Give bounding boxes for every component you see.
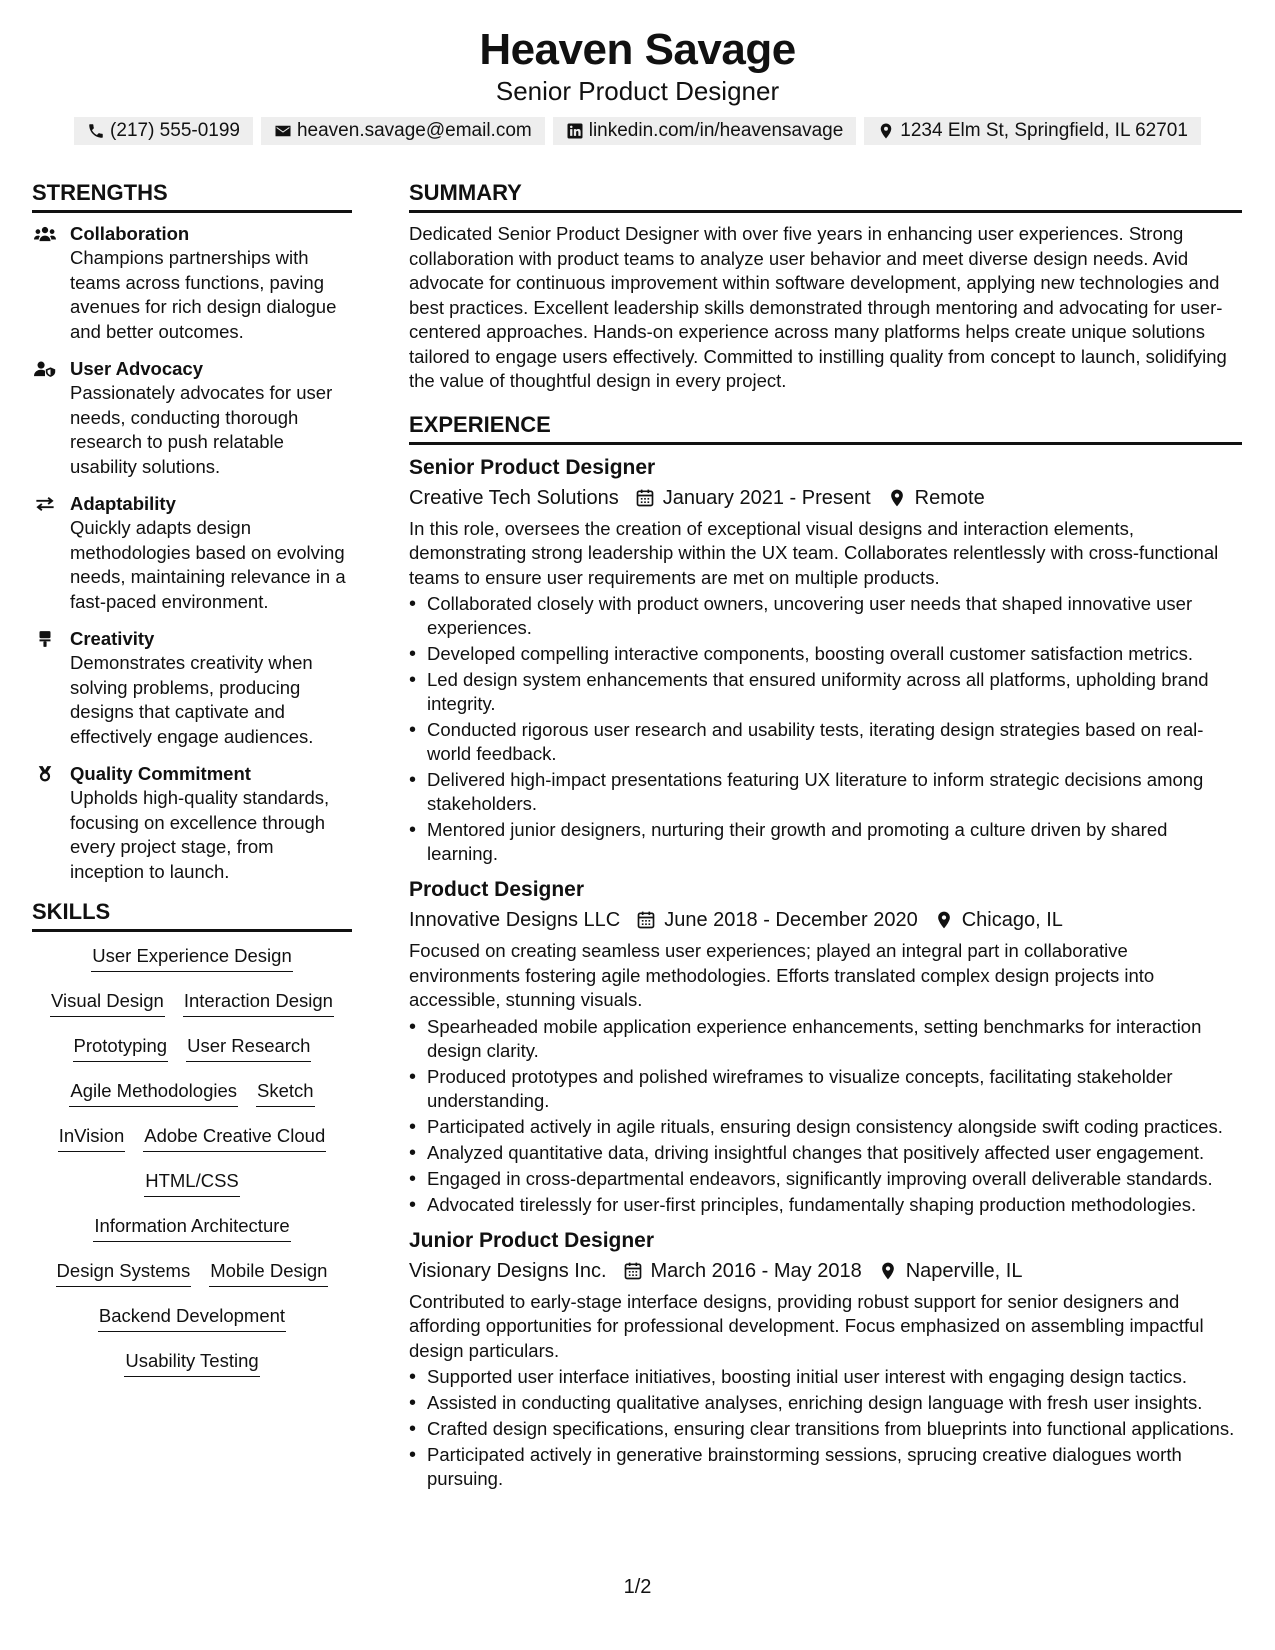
- strength-item: [32, 222, 352, 344]
- skill-row: [69, 1076, 314, 1121]
- skill-tag: Information Architecture: [93, 1214, 290, 1242]
- bullet-item: • Conducted rigorous user research and usability tests, iterating design strategies based on real-world feedback.: [409, 718, 1242, 766]
- bullet-item: • Collaborated closely with product owners, uncovering user needs that shaped innovative user experiences.: [409, 592, 1242, 640]
- skill-tag: User Research: [186, 1034, 311, 1062]
- job-title: Senior Product Designer: [409, 455, 656, 479]
- job-location: Chicago, IL: [961, 909, 1063, 931]
- skill-row: [93, 1211, 290, 1256]
- contact-address: [864, 117, 1201, 145]
- job-company: Innovative Designs LLC: [409, 909, 621, 931]
- skill-row: [73, 1031, 312, 1076]
- strength-title: User Advocacy: [70, 358, 203, 379]
- job-location: Remote: [914, 486, 985, 509]
- left-column: [32, 178, 352, 1391]
- summary-text: Dedicated Senior Product Designer with over five years in enhancing user experiences. Strong collaboration with product teams to analyze user behavior and meet diverse design needs. Avid advocate for continuous improvement within software development, applying new technologies and best practices. Excellent leadership skills demonstrated through mentoring and advocating for user-centered approaches. Hands-on experience across many platforms helps create unique solutions tailored to engage users effectively. Committed to instilling quality from concept to launch, solidifying the value of thoughtful design in every project.: [409, 223, 1227, 391]
- job-company: Creative Tech Solutions: [409, 486, 619, 509]
- skills-list: [32, 941, 352, 1391]
- candidate-role: Senior Product Designer: [495, 76, 780, 106]
- strength-item: [32, 357, 352, 479]
- bullet-item: • Analyzed quantitative data, driving insightful changes that positively affected user engagement.: [409, 1141, 1242, 1165]
- job-bullets: [409, 592, 1242, 866]
- job-meta: [409, 906, 1242, 934]
- strength-desc: Passionately advocates for user needs, conducting thorough research to push relatable usability solutions.: [70, 382, 333, 477]
- bullet-item: • Engaged in cross-departmental endeavors, significantly improving overall deliverable standards.: [409, 1167, 1242, 1191]
- map-pin-icon: [878, 1261, 898, 1281]
- bullet-item: • Mentored junior designers, nurturing their growth and promoting a culture driven by shared learning.: [409, 818, 1242, 866]
- job-bullets: [409, 1015, 1242, 1217]
- bullet-item: • Supported user interface initiatives, boosting initial user interest with engaging design tactics.: [409, 1365, 1242, 1389]
- skill-tag: Adobe Creative Cloud: [143, 1124, 326, 1152]
- phone-icon: [87, 122, 105, 140]
- contact-email: [261, 117, 545, 145]
- bullet-item: • Spearheaded mobile application experience enhancements, setting benchmarks for interaction design clarity.: [409, 1015, 1242, 1063]
- strength-item: [32, 492, 352, 614]
- map-pin-icon: [877, 122, 895, 140]
- strength-title: Quality Commitment: [70, 763, 251, 784]
- skill-tag: Design Systems: [56, 1259, 192, 1287]
- calendar-icon: [623, 1261, 643, 1281]
- phone-text: (217) 555-0199: [110, 120, 240, 141]
- job-description: In this role, oversees the creation of exceptional visual designs and interaction elements, demonstrating strong leadership within the UX team. Collaborates relentlessly with cross-functional teams to ensure user requirements are met on multiple products.: [409, 517, 1219, 588]
- job-meta: [409, 1257, 1242, 1285]
- skill-row: [124, 1346, 259, 1391]
- skill-row: [91, 941, 292, 986]
- job-dates: June 2018 - December 2020: [664, 909, 918, 931]
- bullet-item: • Assisted in conducting qualitative analyses, enriching design language with fresh user insights.: [409, 1391, 1242, 1415]
- strength-desc: Demonstrates creativity when solving problems, producing designs that captivate and effectively engage audiences.: [70, 652, 314, 747]
- bullet-item: • Crafted design specifications, ensuring clear transitions from blueprints into functional applications.: [409, 1417, 1242, 1441]
- skill-tag: Usability Testing: [124, 1349, 259, 1377]
- skill-tag: User Experience Design: [91, 944, 292, 972]
- strength-title: Creativity: [70, 628, 155, 649]
- experience-heading: EXPERIENCE: [409, 410, 1242, 445]
- paint-roller-icon: [34, 630, 56, 648]
- bullet-item: • Participated actively in agile rituals, ensuring design consistency alongside swift coding practices.: [409, 1115, 1242, 1139]
- skill-row: [144, 1166, 240, 1211]
- job-title: Junior Product Designer: [409, 1228, 655, 1252]
- summary-heading: SUMMARY: [409, 178, 1242, 213]
- job-title: Product Designer: [409, 878, 585, 901]
- bullet-item: • Produced prototypes and polished wireframes to visualize concepts, facilitating stakeholder understanding.: [409, 1065, 1242, 1113]
- skill-tag: Sketch: [256, 1079, 315, 1107]
- job-dates: March 2016 - May 2018: [650, 1259, 862, 1282]
- candidate-name: Heaven Savage: [479, 25, 796, 74]
- arrows-exchange-icon: [34, 495, 56, 513]
- job-meta: [409, 484, 1242, 512]
- linkedin-icon: [566, 122, 584, 140]
- bullet-item: • Advocated tirelessly for user-first principles, fundamentally shaping production methodologies.: [409, 1193, 1242, 1217]
- contact-bar: [0, 117, 1275, 145]
- envelope-icon: [274, 122, 292, 140]
- job-entry: [409, 876, 1242, 1217]
- award-medal-icon: [34, 765, 56, 783]
- page-number: 1/2: [623, 1576, 652, 1598]
- strength-desc: Champions partnerships with teams across functions, paving avenues for rich design dialogue and better outcomes.: [70, 247, 337, 342]
- strength-desc: Upholds high-quality standards, focusing on excellence through every project stage, from inception to launch.: [70, 787, 330, 882]
- job-entry: [409, 454, 1242, 867]
- strength-title: Collaboration: [70, 223, 190, 244]
- linkedin-text: linkedin.com/in/heavensavage: [588, 120, 844, 141]
- skill-row: [56, 1256, 329, 1301]
- job-company: Visionary Designs Inc.: [409, 1259, 607, 1282]
- skill-tag: InVision: [58, 1124, 125, 1152]
- skills-heading: SKILLS: [32, 897, 352, 932]
- map-pin-icon: [887, 488, 907, 508]
- bullet-item: • Led design system enhancements that ensured uniformity across all platforms, upholding brand integrity.: [409, 668, 1242, 716]
- job-entry: [409, 1227, 1242, 1492]
- job-dates: January 2021 - Present: [662, 486, 871, 509]
- bullet-item: • Developed compelling interactive components, boosting overall customer satisfaction metrics.: [409, 642, 1242, 666]
- right-column: [409, 178, 1242, 1501]
- job-bullets: [409, 1365, 1242, 1491]
- strength-item: [32, 627, 352, 749]
- strength-title: Adaptability: [70, 493, 176, 514]
- calendar-icon: [636, 910, 656, 930]
- strength-desc: Quickly adapts design methodologies based on evolving needs, maintaining relevance in a fast-paced environment.: [70, 517, 346, 612]
- map-pin-icon: [934, 910, 954, 930]
- skill-tag: Mobile Design: [209, 1259, 328, 1287]
- skill-tag: Agile Methodologies: [69, 1079, 238, 1107]
- skill-tag: HTML/CSS: [144, 1169, 240, 1197]
- skill-row: [58, 1121, 326, 1166]
- job-description: Contributed to early-stage interface designs, providing robust support for senior designers and affording opportunities for professional development. Focus emphasized on assembling impactful design particulars.: [409, 1290, 1204, 1361]
- resume-header: [0, 0, 1275, 145]
- bullet-item: • Delivered high-impact presentations featuring UX literature to inform strategic decisions among stakeholders.: [409, 768, 1242, 816]
- skill-tag: Backend Development: [98, 1304, 286, 1332]
- contact-phone: [74, 117, 253, 145]
- skill-row: [50, 986, 334, 1031]
- job-location: Naperville, IL: [905, 1259, 1023, 1282]
- skill-tag: Prototyping: [73, 1034, 169, 1062]
- strength-item: [32, 762, 352, 884]
- skill-tag: Visual Design: [50, 989, 165, 1017]
- contact-linkedin: [553, 117, 857, 145]
- bullet-item: • Participated actively in generative brainstorming sessions, sprucing creative dialogues worth pursuing.: [409, 1443, 1242, 1491]
- strengths-heading: STRENGTHS: [32, 178, 352, 213]
- users-icon: [34, 225, 56, 243]
- address-text: 1234 Elm St, Springfield, IL 62701: [900, 120, 1188, 141]
- email-text: heaven.savage@email.com: [296, 120, 532, 141]
- calendar-icon: [635, 488, 655, 508]
- user-shield-icon: [34, 360, 56, 378]
- skill-tag: Interaction Design: [183, 989, 334, 1017]
- skill-row: [98, 1301, 286, 1346]
- job-description: Focused on creating seamless user experiences; played an integral part in collaborative environments fostering agile methodologies. Efforts translated complex design projects into accessible, stunning visuals.: [409, 940, 1155, 1010]
